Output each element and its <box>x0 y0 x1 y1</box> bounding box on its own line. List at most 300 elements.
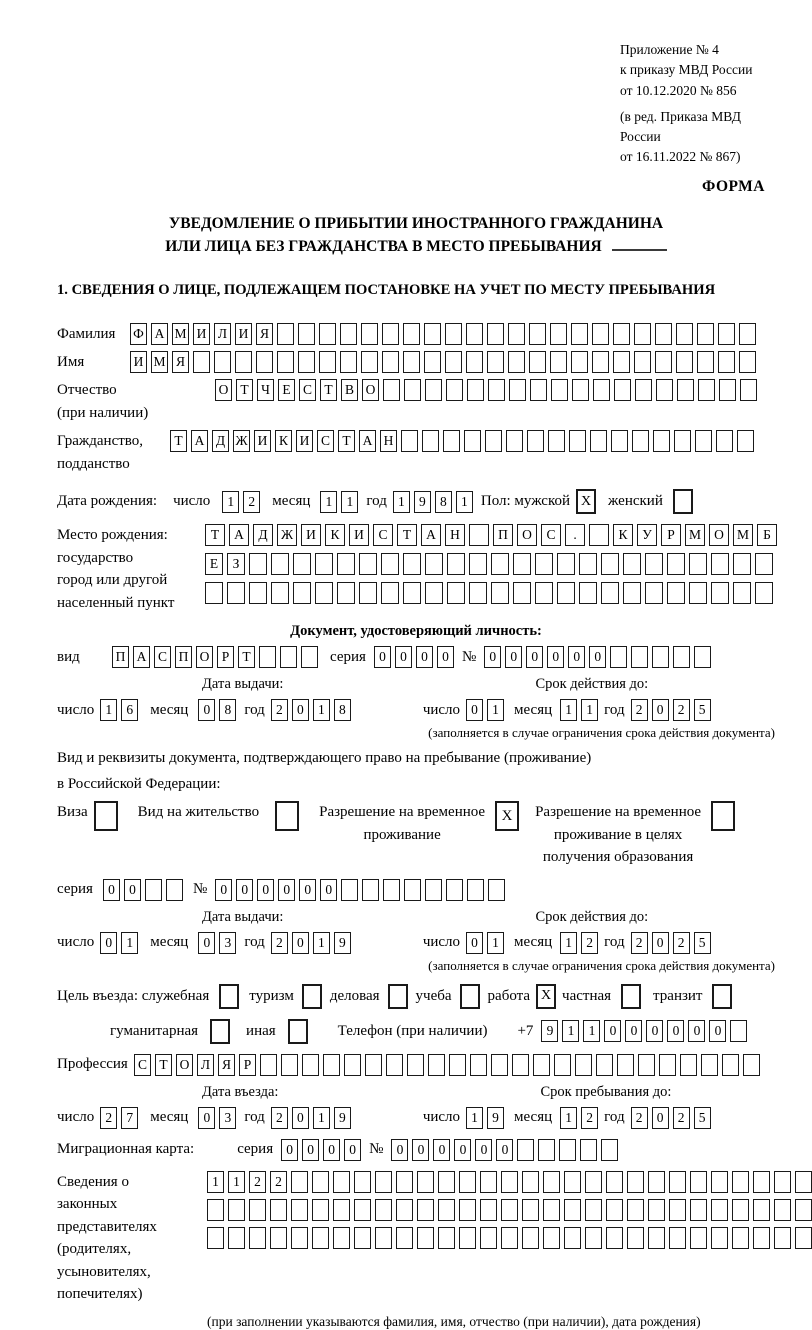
char-cell[interactable] <box>690 1227 707 1249</box>
char-cell[interactable] <box>459 1171 476 1193</box>
char-cell[interactable]: 0 <box>198 932 215 954</box>
char-cell[interactable] <box>795 1227 812 1249</box>
char-cell[interactable] <box>569 430 586 452</box>
char-cell[interactable] <box>689 582 707 604</box>
char-cell[interactable] <box>529 351 546 373</box>
char-cell[interactable]: К <box>275 430 292 452</box>
char-cell[interactable] <box>589 524 609 546</box>
char-cell[interactable] <box>634 323 651 345</box>
char-cell[interactable] <box>438 1227 455 1249</box>
purpose-business-checkbox[interactable] <box>388 984 408 1009</box>
char-cell[interactable] <box>428 1054 445 1076</box>
char-cell[interactable] <box>606 1171 623 1193</box>
char-cell[interactable] <box>293 553 311 575</box>
char-cell[interactable]: П <box>175 646 192 668</box>
char-cell[interactable] <box>585 1199 602 1221</box>
char-cell[interactable] <box>260 1054 277 1076</box>
char-cell[interactable] <box>501 1171 518 1193</box>
char-cell[interactable]: Р <box>661 524 681 546</box>
char-cell[interactable] <box>447 582 465 604</box>
char-cell[interactable]: 2 <box>271 932 288 954</box>
char-cell[interactable] <box>312 1171 329 1193</box>
char-cell[interactable] <box>403 323 420 345</box>
char-cell[interactable] <box>319 323 336 345</box>
char-cell[interactable] <box>635 379 652 401</box>
char-cell[interactable] <box>207 1199 224 1221</box>
char-cell[interactable] <box>548 430 565 452</box>
char-cell[interactable] <box>611 430 628 452</box>
char-cell[interactable]: 2 <box>673 932 690 954</box>
char-cell[interactable]: М <box>172 323 189 345</box>
char-cell[interactable] <box>557 553 575 575</box>
char-cell[interactable] <box>656 379 673 401</box>
char-cell[interactable]: 2 <box>249 1171 266 1193</box>
char-cell[interactable] <box>249 1199 266 1221</box>
char-cell[interactable] <box>634 351 651 373</box>
char-cell[interactable]: 0 <box>292 1107 309 1129</box>
char-cell[interactable]: 0 <box>652 699 669 721</box>
char-cell[interactable] <box>485 430 502 452</box>
char-cell[interactable]: 0 <box>652 1107 669 1129</box>
char-cell[interactable]: 0 <box>505 646 522 668</box>
char-cell[interactable] <box>550 351 567 373</box>
char-cell[interactable]: А <box>229 524 249 546</box>
char-cell[interactable]: 2 <box>673 699 690 721</box>
char-cell[interactable] <box>543 1171 560 1193</box>
char-cell[interactable] <box>522 1227 539 1249</box>
char-cell[interactable]: 1 <box>207 1171 224 1193</box>
char-cell[interactable]: 1 <box>581 699 598 721</box>
char-cell[interactable]: 0 <box>604 1020 621 1042</box>
char-cell[interactable]: 0 <box>302 1139 319 1161</box>
char-cell[interactable] <box>632 430 649 452</box>
char-cell[interactable] <box>557 582 575 604</box>
char-cell[interactable]: 0 <box>589 646 606 668</box>
char-cell[interactable]: Я <box>172 351 189 373</box>
char-cell[interactable] <box>669 1227 686 1249</box>
char-cell[interactable]: Ф <box>130 323 147 345</box>
char-cell[interactable] <box>459 1227 476 1249</box>
char-cell[interactable] <box>425 379 442 401</box>
char-cell[interactable] <box>354 1171 371 1193</box>
char-cell[interactable] <box>375 1171 392 1193</box>
char-cell[interactable] <box>344 1054 361 1076</box>
char-cell[interactable] <box>228 1227 245 1249</box>
char-cell[interactable]: 5 <box>694 1107 711 1129</box>
char-cell[interactable] <box>446 379 463 401</box>
char-cell[interactable] <box>480 1171 497 1193</box>
char-cell[interactable]: 0 <box>625 1020 642 1042</box>
char-cell[interactable]: К <box>325 524 345 546</box>
char-cell[interactable] <box>701 1054 718 1076</box>
char-cell[interactable] <box>617 1054 634 1076</box>
char-cell[interactable]: Т <box>155 1054 172 1076</box>
char-cell[interactable]: 0 <box>526 646 543 668</box>
char-cell[interactable]: 8 <box>219 699 236 721</box>
char-cell[interactable]: 1 <box>121 932 138 954</box>
char-cell[interactable]: 2 <box>631 699 648 721</box>
char-cell[interactable]: 1 <box>341 491 358 513</box>
char-cell[interactable] <box>291 1199 308 1221</box>
char-cell[interactable] <box>271 553 289 575</box>
blank-underline[interactable] <box>612 249 667 251</box>
char-cell[interactable] <box>249 582 267 604</box>
char-cell[interactable] <box>711 553 729 575</box>
char-cell[interactable]: Л <box>214 323 231 345</box>
char-cell[interactable] <box>698 379 715 401</box>
char-cell[interactable]: И <box>235 323 252 345</box>
char-cell[interactable] <box>601 553 619 575</box>
char-cell[interactable]: О <box>196 646 213 668</box>
char-cell[interactable] <box>341 879 358 901</box>
char-cell[interactable]: 2 <box>631 932 648 954</box>
char-cell[interactable] <box>466 351 483 373</box>
char-cell[interactable] <box>571 351 588 373</box>
char-cell[interactable] <box>755 553 773 575</box>
char-cell[interactable] <box>512 1054 529 1076</box>
char-cell[interactable]: 1 <box>222 491 239 513</box>
char-cell[interactable] <box>680 1054 697 1076</box>
char-cell[interactable]: 0 <box>484 646 501 668</box>
char-cell[interactable] <box>517 1139 534 1161</box>
char-cell[interactable]: 2 <box>581 932 598 954</box>
char-cell[interactable] <box>627 1227 644 1249</box>
char-cell[interactable] <box>271 582 289 604</box>
char-cell[interactable] <box>606 1227 623 1249</box>
char-cell[interactable]: 0 <box>433 1139 450 1161</box>
char-cell[interactable]: 0 <box>292 699 309 721</box>
char-cell[interactable] <box>469 524 489 546</box>
char-cell[interactable]: 0 <box>391 1139 408 1161</box>
temp-residence-checkbox[interactable]: X <box>495 801 519 831</box>
char-cell[interactable]: 0 <box>257 879 274 901</box>
char-cell[interactable] <box>732 1199 749 1221</box>
char-cell[interactable] <box>491 553 509 575</box>
char-cell[interactable] <box>359 582 377 604</box>
char-cell[interactable] <box>424 351 441 373</box>
char-cell[interactable]: 2 <box>271 699 288 721</box>
char-cell[interactable] <box>425 582 443 604</box>
char-cell[interactable] <box>403 351 420 373</box>
char-cell[interactable]: О <box>517 524 537 546</box>
char-cell[interactable]: И <box>296 430 313 452</box>
char-cell[interactable] <box>293 582 311 604</box>
char-cell[interactable] <box>469 553 487 575</box>
char-cell[interactable] <box>550 323 567 345</box>
char-cell[interactable] <box>755 582 773 604</box>
char-cell[interactable]: З <box>227 553 245 575</box>
char-cell[interactable] <box>697 351 714 373</box>
char-cell[interactable]: И <box>254 430 271 452</box>
char-cell[interactable]: С <box>134 1054 151 1076</box>
purpose-official-checkbox[interactable] <box>219 984 239 1009</box>
char-cell[interactable] <box>590 430 607 452</box>
char-cell[interactable] <box>623 553 641 575</box>
char-cell[interactable]: К <box>613 524 633 546</box>
char-cell[interactable] <box>445 351 462 373</box>
char-cell[interactable] <box>354 1227 371 1249</box>
char-cell[interactable]: 0 <box>374 646 391 668</box>
char-cell[interactable] <box>718 323 735 345</box>
char-cell[interactable] <box>652 646 669 668</box>
char-cell[interactable] <box>340 323 357 345</box>
char-cell[interactable] <box>529 323 546 345</box>
char-cell[interactable] <box>743 1054 760 1076</box>
char-cell[interactable]: 0 <box>198 699 215 721</box>
char-cell[interactable] <box>596 1054 613 1076</box>
char-cell[interactable]: 0 <box>437 646 454 668</box>
char-cell[interactable] <box>610 646 627 668</box>
char-cell[interactable] <box>774 1171 791 1193</box>
char-cell[interactable]: 2 <box>243 491 260 513</box>
char-cell[interactable]: 2 <box>581 1107 598 1129</box>
char-cell[interactable]: П <box>112 646 129 668</box>
char-cell[interactable] <box>627 1199 644 1221</box>
char-cell[interactable]: Т <box>238 646 255 668</box>
char-cell[interactable] <box>722 1054 739 1076</box>
char-cell[interactable] <box>730 1020 747 1042</box>
purpose-other-checkbox[interactable] <box>288 1019 308 1044</box>
char-cell[interactable] <box>530 379 547 401</box>
char-cell[interactable] <box>655 351 672 373</box>
char-cell[interactable] <box>480 1199 497 1221</box>
char-cell[interactable]: Ж <box>277 524 297 546</box>
char-cell[interactable] <box>403 553 421 575</box>
char-cell[interactable] <box>407 1054 424 1076</box>
char-cell[interactable] <box>739 323 756 345</box>
char-cell[interactable]: 1 <box>487 699 504 721</box>
char-cell[interactable]: 8 <box>435 491 452 513</box>
char-cell[interactable] <box>315 553 333 575</box>
char-cell[interactable] <box>645 553 663 575</box>
char-cell[interactable] <box>488 379 505 401</box>
char-cell[interactable] <box>417 1227 434 1249</box>
char-cell[interactable] <box>438 1171 455 1193</box>
char-cell[interactable] <box>506 430 523 452</box>
char-cell[interactable]: С <box>317 430 334 452</box>
char-cell[interactable]: Я <box>218 1054 235 1076</box>
char-cell[interactable] <box>270 1199 287 1221</box>
char-cell[interactable]: 1 <box>560 1107 577 1129</box>
char-cell[interactable] <box>193 351 210 373</box>
char-cell[interactable] <box>315 582 333 604</box>
char-cell[interactable] <box>579 553 597 575</box>
char-cell[interactable] <box>145 879 162 901</box>
char-cell[interactable] <box>732 1227 749 1249</box>
char-cell[interactable] <box>359 553 377 575</box>
char-cell[interactable] <box>585 1171 602 1193</box>
char-cell[interactable] <box>333 1171 350 1193</box>
char-cell[interactable] <box>207 1227 224 1249</box>
char-cell[interactable] <box>564 1227 581 1249</box>
char-cell[interactable] <box>319 351 336 373</box>
char-cell[interactable] <box>501 1199 518 1221</box>
char-cell[interactable] <box>571 323 588 345</box>
char-cell[interactable]: 0 <box>100 932 117 954</box>
char-cell[interactable]: 2 <box>271 1107 288 1129</box>
char-cell[interactable] <box>740 379 757 401</box>
char-cell[interactable] <box>333 1199 350 1221</box>
char-cell[interactable]: 0 <box>344 1139 361 1161</box>
char-cell[interactable] <box>580 1139 597 1161</box>
char-cell[interactable]: О <box>709 524 729 546</box>
char-cell[interactable] <box>667 553 685 575</box>
char-cell[interactable]: Н <box>445 524 465 546</box>
char-cell[interactable]: А <box>191 430 208 452</box>
char-cell[interactable]: О <box>176 1054 193 1076</box>
char-cell[interactable]: Л <box>197 1054 214 1076</box>
char-cell[interactable] <box>648 1171 665 1193</box>
char-cell[interactable] <box>487 323 504 345</box>
char-cell[interactable] <box>711 1199 728 1221</box>
char-cell[interactable] <box>424 323 441 345</box>
char-cell[interactable] <box>417 1199 434 1221</box>
char-cell[interactable] <box>249 1227 266 1249</box>
char-cell[interactable] <box>375 1227 392 1249</box>
char-cell[interactable] <box>795 1171 812 1193</box>
char-cell[interactable] <box>383 379 400 401</box>
char-cell[interactable] <box>291 1171 308 1193</box>
char-cell[interactable] <box>302 1054 319 1076</box>
char-cell[interactable]: У <box>637 524 657 546</box>
char-cell[interactable] <box>690 1199 707 1221</box>
char-cell[interactable] <box>166 879 183 901</box>
char-cell[interactable]: 6 <box>121 699 138 721</box>
char-cell[interactable] <box>249 553 267 575</box>
char-cell[interactable]: 3 <box>219 932 236 954</box>
char-cell[interactable] <box>559 1139 576 1161</box>
char-cell[interactable]: Н <box>380 430 397 452</box>
char-cell[interactable]: Я <box>256 323 273 345</box>
char-cell[interactable] <box>676 351 693 373</box>
char-cell[interactable] <box>551 379 568 401</box>
char-cell[interactable] <box>501 1227 518 1249</box>
char-cell[interactable] <box>383 879 400 901</box>
char-cell[interactable] <box>711 1171 728 1193</box>
char-cell[interactable]: 0 <box>454 1139 471 1161</box>
char-cell[interactable] <box>487 351 504 373</box>
char-cell[interactable] <box>449 1054 466 1076</box>
char-cell[interactable] <box>340 351 357 373</box>
char-cell[interactable]: Б <box>757 524 777 546</box>
char-cell[interactable] <box>575 1054 592 1076</box>
char-cell[interactable] <box>467 879 484 901</box>
char-cell[interactable]: В <box>341 379 358 401</box>
char-cell[interactable]: 0 <box>688 1020 705 1042</box>
char-cell[interactable] <box>613 323 630 345</box>
char-cell[interactable] <box>361 351 378 373</box>
char-cell[interactable] <box>645 582 663 604</box>
char-cell[interactable]: 9 <box>414 491 431 513</box>
char-cell[interactable] <box>396 1171 413 1193</box>
char-cell[interactable] <box>631 646 648 668</box>
char-cell[interactable] <box>739 351 756 373</box>
char-cell[interactable] <box>774 1199 791 1221</box>
female-checkbox[interactable] <box>673 489 693 514</box>
char-cell[interactable] <box>425 553 443 575</box>
char-cell[interactable] <box>669 1199 686 1221</box>
char-cell[interactable]: 0 <box>466 932 483 954</box>
char-cell[interactable] <box>403 582 421 604</box>
char-cell[interactable] <box>533 1054 550 1076</box>
char-cell[interactable]: Р <box>217 646 234 668</box>
char-cell[interactable]: 1 <box>100 699 117 721</box>
char-cell[interactable]: М <box>151 351 168 373</box>
char-cell[interactable]: И <box>301 524 321 546</box>
char-cell[interactable]: . <box>565 524 585 546</box>
char-cell[interactable] <box>674 430 691 452</box>
char-cell[interactable] <box>375 1199 392 1221</box>
char-cell[interactable]: О <box>362 379 379 401</box>
char-cell[interactable] <box>719 379 736 401</box>
char-cell[interactable] <box>277 323 294 345</box>
char-cell[interactable] <box>381 582 399 604</box>
char-cell[interactable]: Т <box>397 524 417 546</box>
char-cell[interactable] <box>638 1054 655 1076</box>
char-cell[interactable]: С <box>154 646 171 668</box>
char-cell[interactable] <box>277 351 294 373</box>
char-cell[interactable]: 1 <box>320 491 337 513</box>
char-cell[interactable] <box>543 1199 560 1221</box>
char-cell[interactable]: А <box>151 323 168 345</box>
char-cell[interactable] <box>592 323 609 345</box>
char-cell[interactable]: 0 <box>496 1139 513 1161</box>
char-cell[interactable]: 0 <box>124 879 141 901</box>
char-cell[interactable] <box>659 1054 676 1076</box>
char-cell[interactable] <box>564 1199 581 1221</box>
char-cell[interactable] <box>718 351 735 373</box>
temp-residence-edu-checkbox[interactable] <box>711 801 735 831</box>
char-cell[interactable]: Т <box>236 379 253 401</box>
purpose-work-checkbox[interactable]: X <box>536 984 556 1009</box>
char-cell[interactable]: Т <box>338 430 355 452</box>
char-cell[interactable] <box>513 553 531 575</box>
char-cell[interactable] <box>417 1171 434 1193</box>
char-cell[interactable]: 1 <box>560 699 577 721</box>
char-cell[interactable] <box>381 553 399 575</box>
char-cell[interactable]: Т <box>320 379 337 401</box>
char-cell[interactable]: 0 <box>198 1107 215 1129</box>
char-cell[interactable]: 2 <box>631 1107 648 1129</box>
purpose-tourism-checkbox[interactable] <box>302 984 322 1009</box>
char-cell[interactable] <box>572 379 589 401</box>
char-cell[interactable] <box>467 379 484 401</box>
char-cell[interactable] <box>422 430 439 452</box>
char-cell[interactable] <box>522 1171 539 1193</box>
char-cell[interactable] <box>653 430 670 452</box>
char-cell[interactable] <box>623 582 641 604</box>
char-cell[interactable]: 1 <box>313 932 330 954</box>
char-cell[interactable] <box>613 351 630 373</box>
char-cell[interactable] <box>386 1054 403 1076</box>
char-cell[interactable] <box>404 379 421 401</box>
char-cell[interactable] <box>667 582 685 604</box>
char-cell[interactable]: 9 <box>541 1020 558 1042</box>
char-cell[interactable] <box>695 430 712 452</box>
char-cell[interactable] <box>488 879 505 901</box>
char-cell[interactable] <box>508 323 525 345</box>
char-cell[interactable] <box>564 1171 581 1193</box>
char-cell[interactable]: 1 <box>393 491 410 513</box>
char-cell[interactable]: М <box>733 524 753 546</box>
char-cell[interactable] <box>669 1171 686 1193</box>
char-cell[interactable] <box>690 1171 707 1193</box>
char-cell[interactable]: 0 <box>709 1020 726 1042</box>
char-cell[interactable]: 0 <box>395 646 412 668</box>
char-cell[interactable]: 0 <box>215 879 232 901</box>
char-cell[interactable]: 7 <box>121 1107 138 1129</box>
char-cell[interactable] <box>655 323 672 345</box>
